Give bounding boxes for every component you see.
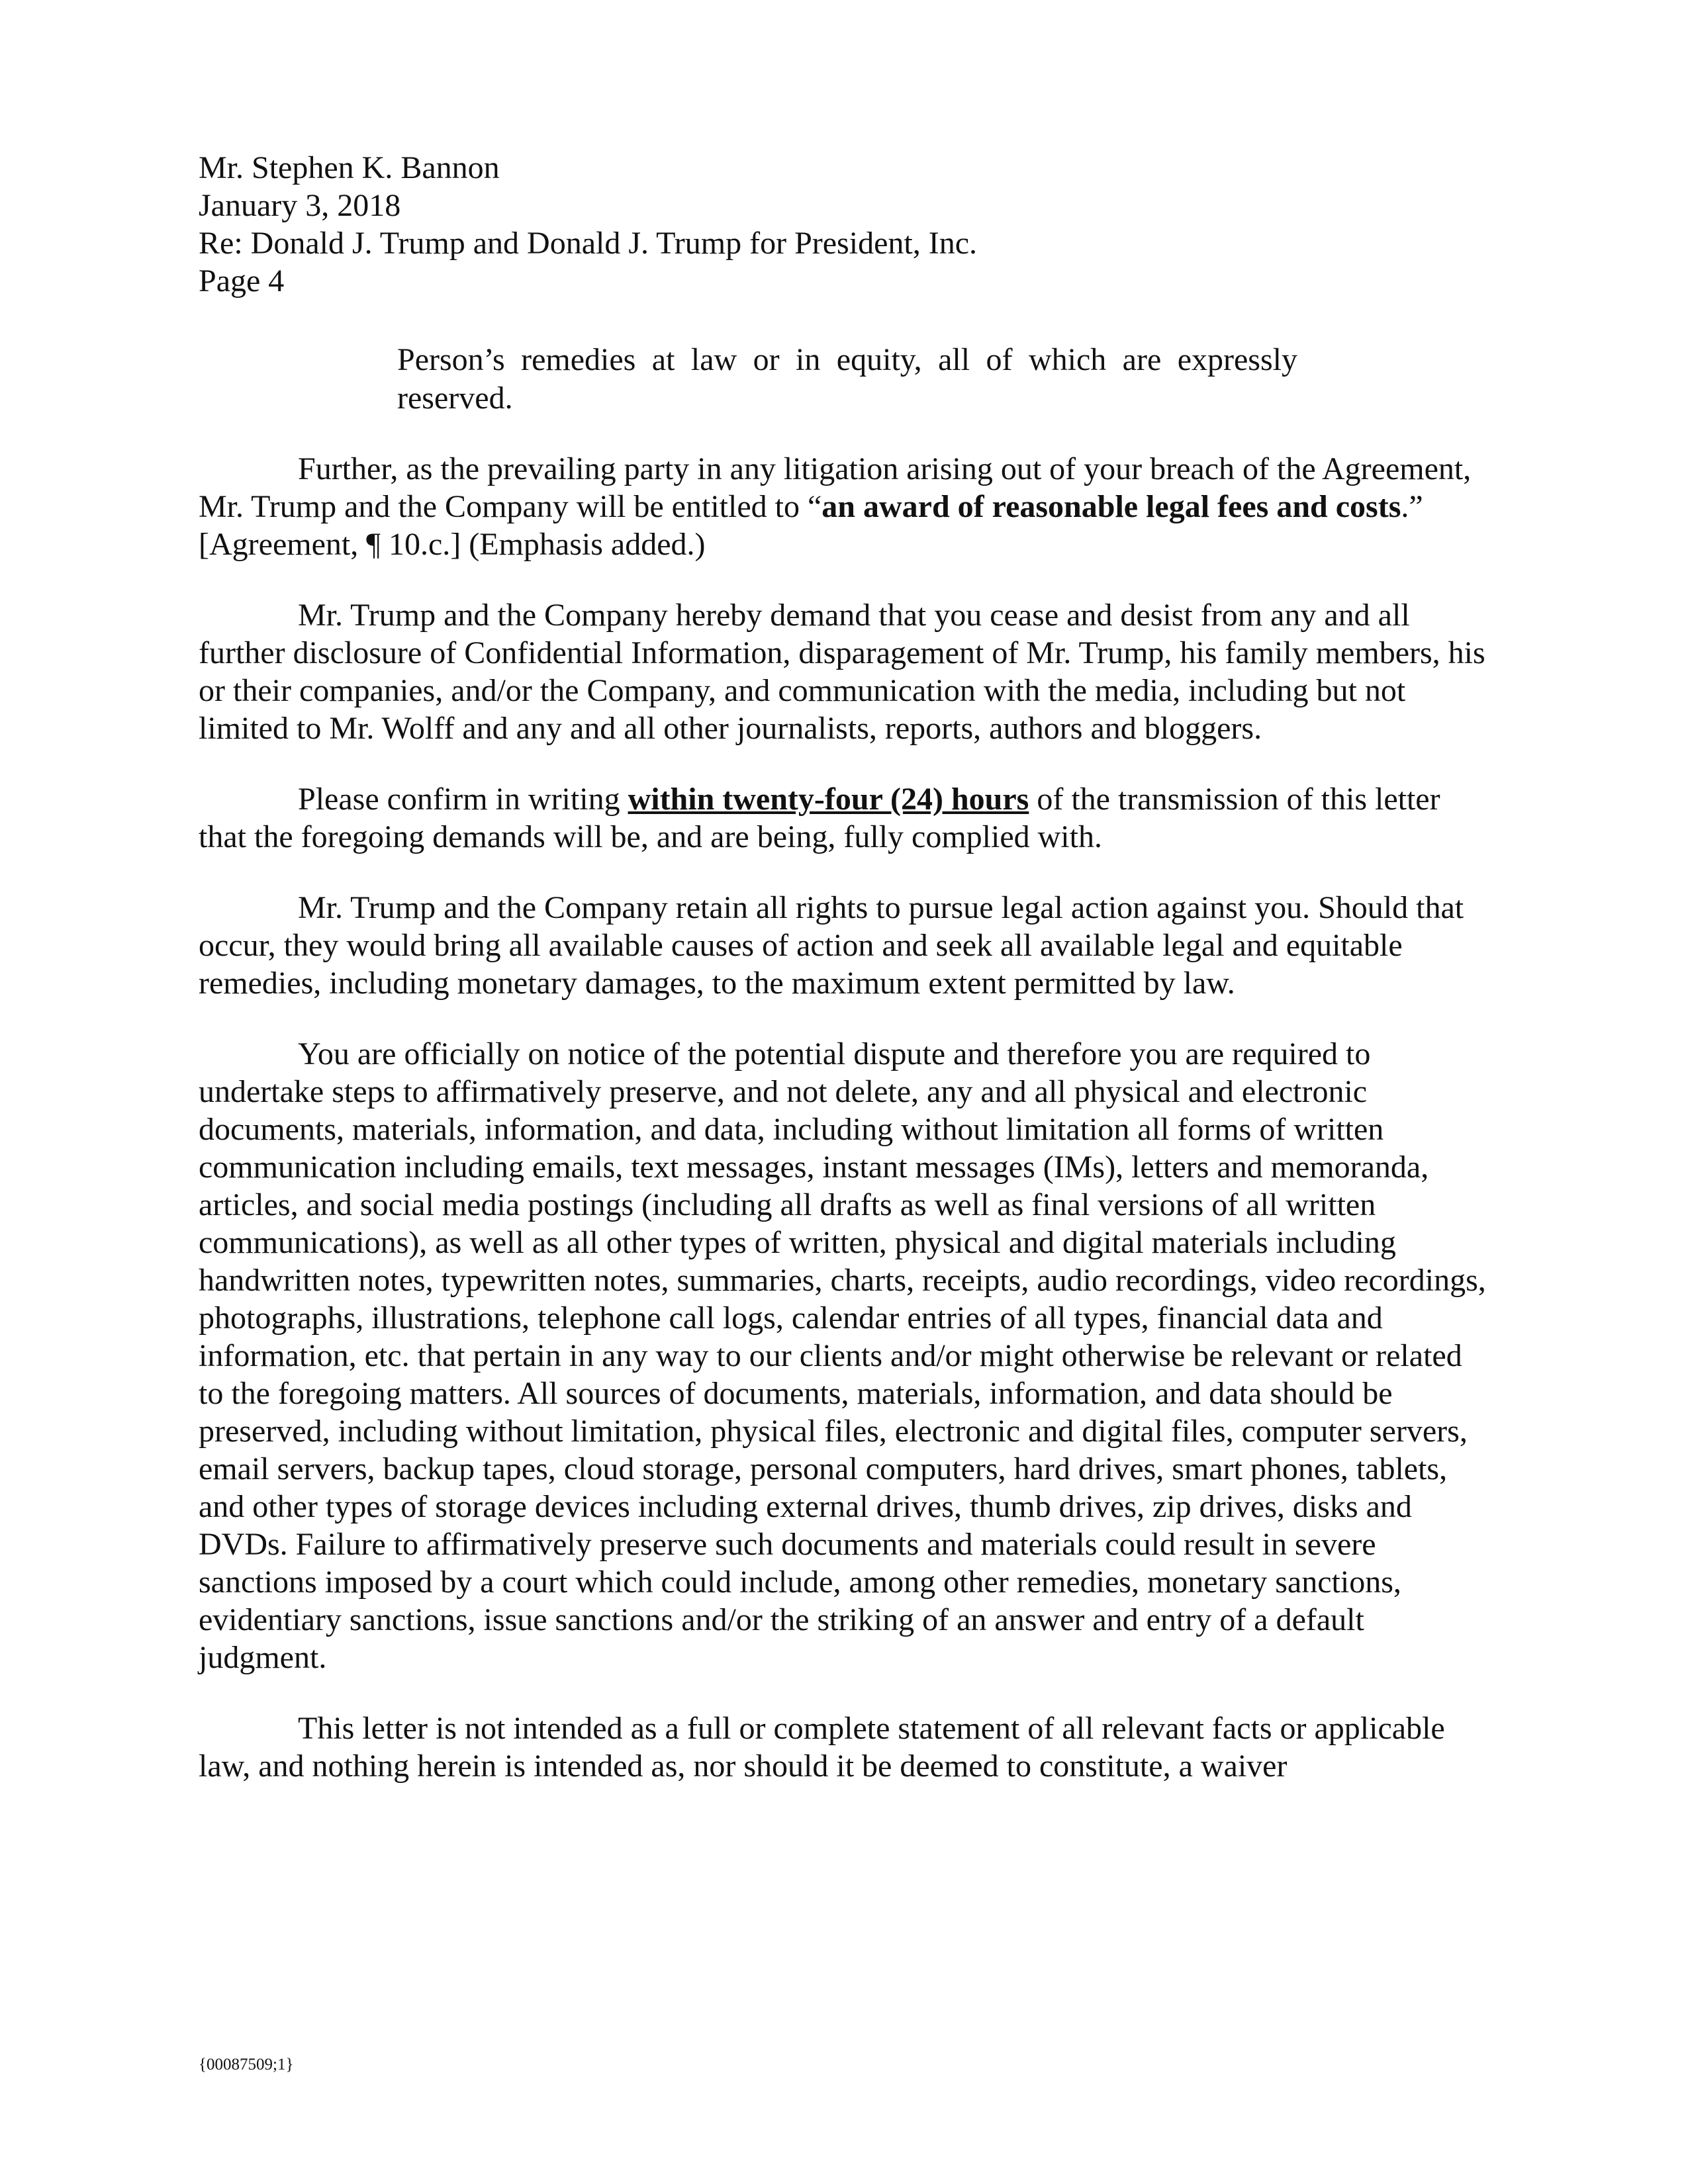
paragraph-preservation: You are officially on notice of the potential dispute and therefore you are required to undertake steps to affirmatively preserve, and not delete, any and all physical and electronic documents, materials, information, and data, including without limitation all forms of written communication including emails, text messages, instant messages (IMs), letters and memoranda, articles, and social media postings (including all drafts as well as final versions of all written communications), as well as all other types of written, physical and digital materials including handwritten notes, typewritten notes, summaries, charts, receipts, audio recordings, video recordings, photographs, illustrations, telephone call logs, calendar entries of all types, financial data and information, etc. that pertain in any way to our clients and/or might otherwise be relevant or related to the foregoing matters. All sources of documents, materials, information, and data should be preserved, including without limitation, physical files, electronic and digital files, computer servers, email servers, backup tapes, cloud storage, personal computers, hard drives, smart phones, tablets, and other types of storage devices including external drives, thumb drives, zip drives, disks and DVDs. Failure to affirmatively preserve such documents and materials could result in severe sanctions imposed by a court which could include, among other remedies, monetary sanctions, evidentiary sanctions, issue sanctions and/or the striking of an answer and entry of a default judgment. [199,1036,1486,1675]
paragraph-cease-and-desist: Mr. Trump and the Company hereby demand that you cease and desist from any and all further disclosure of Confidential Information, disparagement of Mr. Trump, his family members, his or their companies, and/or the Company, and communication with the media, including but not limited to Mr. Wolff and any and all other journalists, reports, authors and bloggers. [199,598,1485,746]
page-number: Page 4 [199,263,285,298]
date-line: January 3, 2018 [199,188,401,223]
recipient-line: Mr. Stephen K. Bannon [199,150,500,185]
bold-emphasis: an award of reasonable legal fees and costs [821,489,1401,524]
letter-header [199,149,977,300]
paragraph-legal-fees: Further, as the prevailing party in any litigation arising out of your breach of the Agreement, Mr. Trump and the Company will be entitled to “an award of reasonable legal fees and costs.” [Agreement, ¶ 10.c.] (Emphasis added.) [199,451,1472,562]
paragraph-rights: Mr. Trump and the Company retain all rights to pursue legal action against you. Should that occur, they would bring all available causes of action and seek all available legal and equitable remedies, including monetary damages, to the maximum extent permitted by law. [199,890,1464,1001]
paragraph-not-waiver: This letter is not intended as a full or complete statement of all relevant facts or applicable law, and nothing herein is intended as, nor should it be deemed to constitute, a waiver [199,1711,1445,1784]
quoted-provision-continuation: Person’s remedies at law or in equity, all of which are expressly reserved. [397,342,1297,416]
re-line: Re: Donald J. Trump and Donald J. Trump for President, Inc. [199,226,977,261]
document-id-footer: {00087509;1} [199,2056,294,2073]
paragraph-confirm: Please confirm in writing within twenty-four (24) hours of the transmission of this letter that the foregoing demands will be, and are being, fully complied with. [199,782,1440,854]
deadline-emphasis: within twenty-four (24) hours [628,782,1029,817]
letter-body [199,450,1486,1818]
